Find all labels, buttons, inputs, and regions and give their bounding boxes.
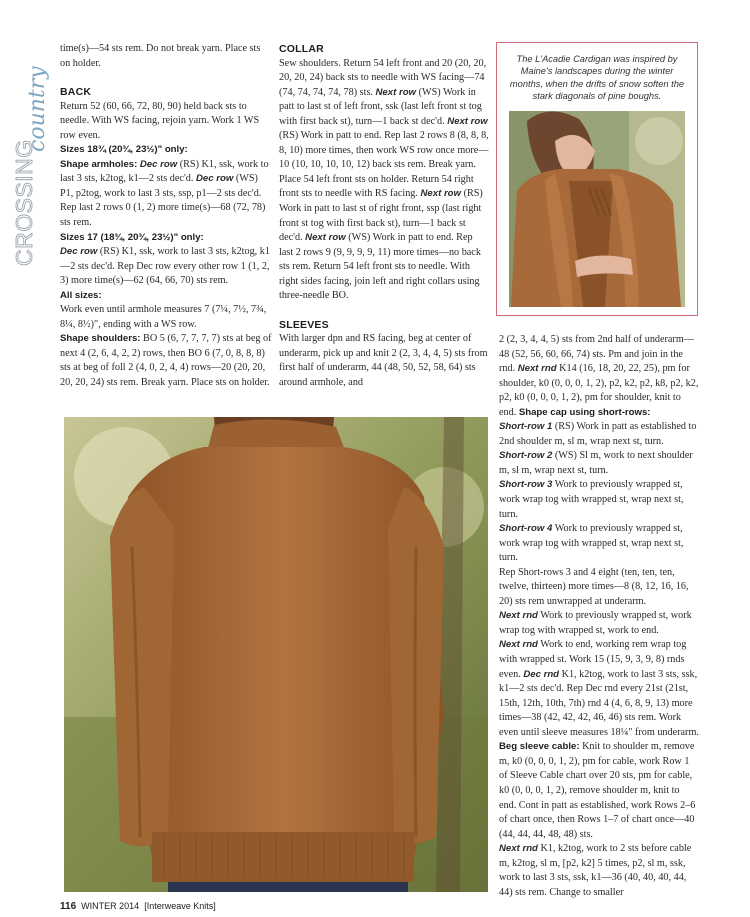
body-text: Sew shoulders. Return 54 left front and 20 (20, 20, 20, 20, 24) back sts to needle with WS facing—74 (74, 74, 74, 74, 78) sts. [279,57,487,98]
row-label: Dec row [195,173,234,185]
body-text: Work to previously wrapped st, work wrap tog with wrapped st, wrap next st, turn. [499,479,684,520]
section-logo-country: country [25,66,50,152]
row-label: Next row [305,232,346,244]
body-text: time(s)—54 sts rem. Do not break yarn. Place sts on holder. [60,43,261,69]
body-text: Work to end, working rem wrap tog with wrapped st. Work 15 (15, 9, 3, 9, 8) rnds even. [499,639,687,680]
model-photo-front [509,111,685,307]
callout-box [496,42,698,316]
row-label: Next rnd [499,610,538,622]
body-text: Return 52 (60, 66, 72, 80, 90) held back sts to needle. With WS facing, rejoin yarn. Work 1 WS row even. [60,100,260,141]
body-text: K1, k2tog, work to 2 sts before cable m, k2tog, sl m, [p2, k2] 5 times, p2, sl m, ssk, work to last 3 sts, ssk, k1—36 (40, 40, 40, 44, 44) sts rem. Change to smaller [499,843,692,898]
column-3 [499,333,699,900]
row-label: Next rnd [499,843,538,855]
sizes-label: All sizes: [60,289,102,301]
sizes-label: Sizes 18¾ (20¾, 23½)" only: [60,144,188,156]
row-label: Short-row 4 [499,523,553,535]
body-text: (RS) Work in patt to last st of right front, ssp (last right front st tog with first back st), turn—1 back st dec'd. [279,188,483,244]
model-photo-back [64,417,488,892]
section-heading-back: BACK [60,86,92,99]
issue-label: WINTER 2014 [81,901,140,911]
row-label: Next row [375,86,417,98]
callout-text: The L'Acadie Cardigan was inspired by Maine's landscapes during the winter months, when the drifts of snow soften the stark diagonals of pine boughs. [509,54,685,101]
body-text: Rep Short-rows 3 and 4 eight (ten, ten, ten, twelve, thirteen) more times—8 (8, 12, 16, 16, 20) sts rem unwrapped at underarm. [499,566,689,607]
body-text: (RS) K1, ssk, work to last 3 sts, k2tog, k1—2 sts dec'd. [60,158,269,185]
sizes-label: Sizes 17 (18¾, 20¾, 23½)" only: [60,231,204,243]
step-label: Shape shoulders: [60,333,141,345]
body-text: 2 (2, 3, 4, 4, 5) sts from 2nd half of underarm—48 (52, 56, 60, 66, 74) sts. Pm and join in the rnd. [499,334,694,375]
column-2 [279,42,489,391]
row-label: Next row [420,188,462,200]
body-text: K1, k2tog, work to last 3 sts, ssk, k1—2 sts dec'd. Rep Dec rnd every 21st (21st, 15th, 12th, 10th, 7th) rnd 4 (4, 6, 8, 9, 13) more times—38 (42, 42, 42, 46, 46) sts rem. Work even until sleeve measures 18¼" from underarm. [499,668,699,738]
body-text: BO 5 (6, 7, 7, 7, 7) sts at beg of next 4 (2, 6, 4, 2, 2) rows, then BO 6 (7, 0, 8, 8, 8) sts at beg of foll 2 (4, 0, 2, 4, 4) rows—20 (20, 20, 20, 20, 24) sts rem. Break yarn. Place sts on holder. [60,333,272,389]
body-text: With larger dpn and RS facing, beg at center of underarm, pick up and knit 2 (2, 3, 4, 4, 5) sts from first half of underarm, 44 (48, 50, 52, 58, 64) sts around armhole, and [279,333,488,389]
body-text: (WS) P1, p2tog, work to last 3 sts, ssp, p1—2 sts dec'd. Rep last 2 rows 0 (1, 2) more time(s)—68 (72, 78) sts rem. [60,173,266,229]
row-label: Dec row [139,158,178,170]
body-text: Work even until armhole measures 7 (7¼, 7½, 7¾, 8¼, 8½)", ending with a WS row. [60,304,267,330]
body-text: (WS) Work in patt to last st of left front, ssk (last left front st tog with first back st), turn—1 back st dec'd. [279,86,482,127]
row-label: Dec row [60,246,98,258]
section-heading-sleeves: SLEEVES [279,318,329,331]
body-text: Work to previously wrapped st, work wrap tog with wrapped st, work to end. [499,610,692,636]
section-logo-crossing: CROSSING [11,139,37,266]
body-text: (WS) Work in patt to end. Rep last 2 rows 9 (9, 9, 9, 9, 11) more times—no back sts rem. Return 54 left front sts to needle. With right sides facing, join left and right collars using three-needle BO. [279,232,481,302]
row-label: Short-row 2 [499,450,553,462]
step-label: Shape cap using short-rows: [518,406,651,418]
step-label: Beg sleeve cable: [499,741,580,753]
row-label: Short-row 1 [499,421,553,433]
body-text: (RS) Work in patt to end. Rep last 2 rows 8 (8, 8, 8, 8, 10) more times, then work WS row once more—10 (10, 10, 10, 10, 12) back sts rem. Break yarn. Place 54 left front sts on holder. Return 54 right front sts to needle with RS facing. [279,130,489,200]
section-heading-collar: COLLAR [279,43,324,55]
body-text: K14 (16, 18, 20, 22, 25), pm for shoulder, k0 (0, 0, 0, 1, 2), p2, k2, p2, k8, p2, k2, p2, k0 (0, 0, 0, 1, 2), pm for shoulder, knit to end. [499,363,699,418]
row-label: Next row [447,115,488,127]
body-text: Knit to shoulder m, remove m, k0 (0, 0, 0, 1, 2), pm for cable, work Row 1 of Sleeve Cable chart over 20 sts, pm for cable, k0 (0, 0, 0, 1, 2), remove shoulder m, knit to end. Cont in patt as established, work Rows 2–6 of chart once, then Rows 1–7 of chart once—40 (44, 44, 44, 48, 48) sts. [499,741,696,840]
page-number: 116 [60,901,77,912]
body-text: (RS) Work in patt as established to 2nd shoulder m, sl m, wrap next st, turn. [499,421,697,447]
body-text: (RS) K1, ssk, work to last 3 sts, k2tog, k1—2 sts dec'd. Rep Dec row every other row 1 (1, 2, 3) more time(s)—62 (64, 66, 70) sts rem. [60,246,270,287]
body-text: Work to previously wrapped st, work wrap tog with wrapped st, wrap next st, turn. [499,523,684,564]
column-1 [60,42,272,391]
row-label: Next rnd [499,639,538,651]
step-label: Shape armholes: [60,158,138,170]
row-label: Next rnd [517,363,557,375]
body-text: (WS) Sl m, work to next shoulder m, sl m, wrap next st, turn. [499,450,693,476]
row-label: Short-row 3 [499,479,553,491]
section-logo [2,40,50,270]
page-footer [60,901,216,912]
row-label: Dec rnd [523,668,560,680]
publication-label: [Interweave Knits] [144,901,216,911]
